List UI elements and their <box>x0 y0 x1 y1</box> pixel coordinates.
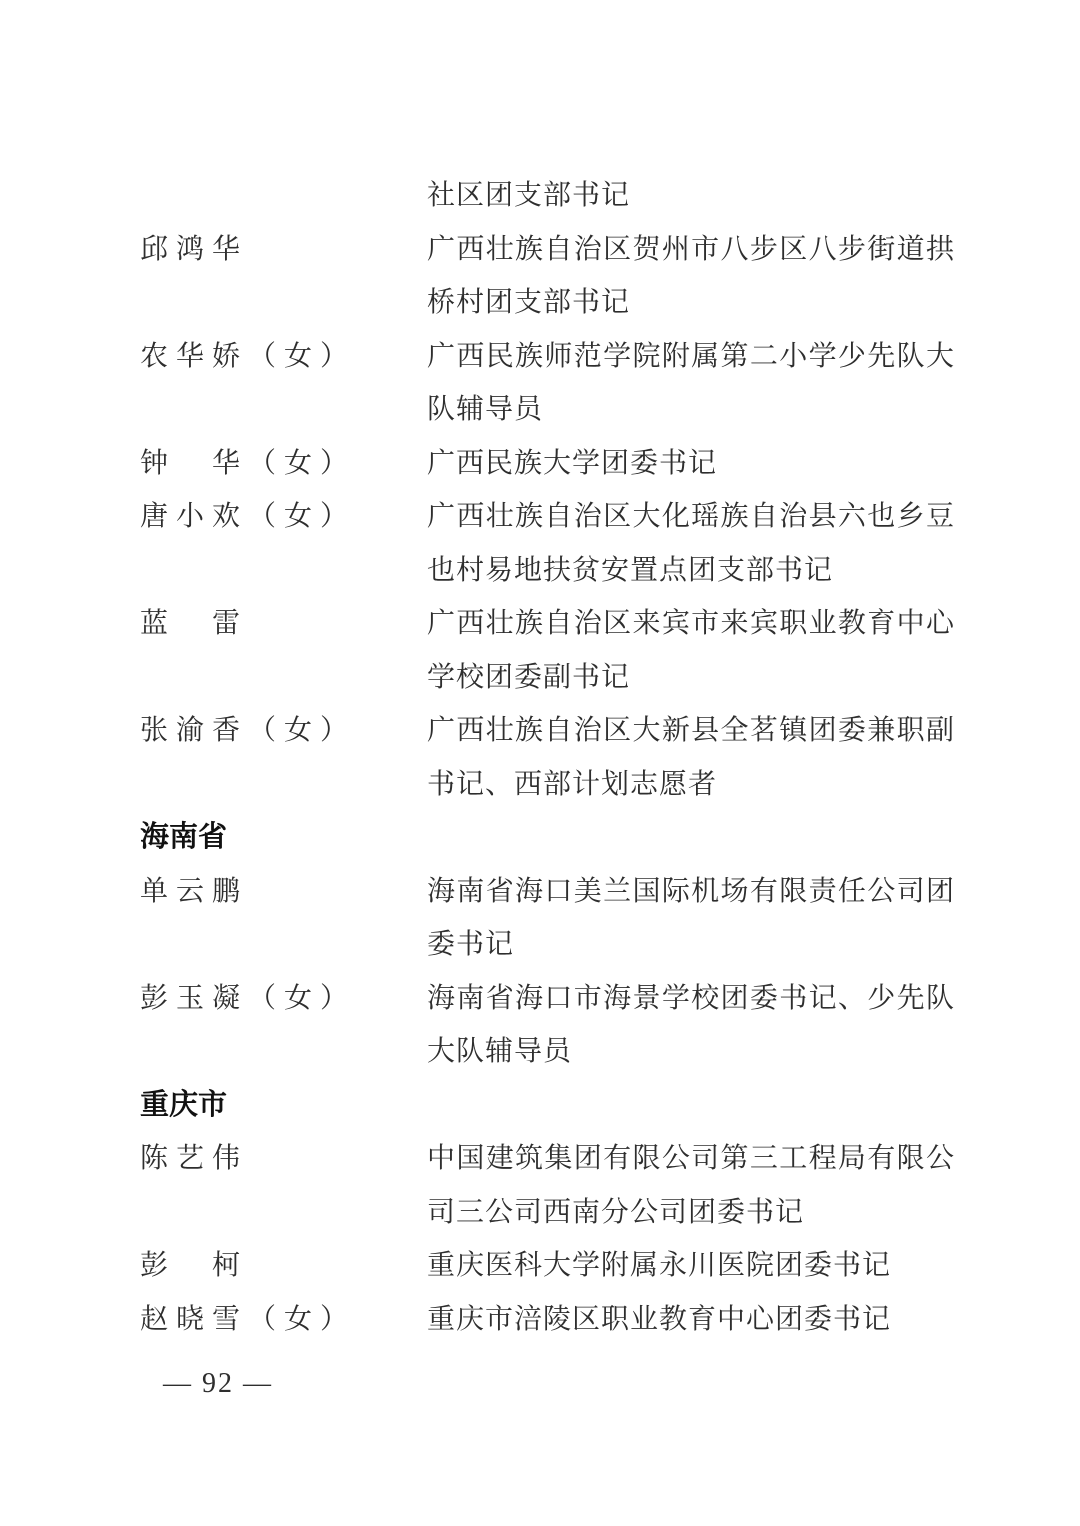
list-item <box>140 597 955 704</box>
list-item <box>140 972 955 1079</box>
section-header-chongqing <box>140 1079 955 1133</box>
entry-name: 钟 华（女） <box>140 447 357 479</box>
entry-description: 广西壮族自治区来宾市来宾职业教育中心学校团委副书记 <box>427 608 955 693</box>
list-item <box>140 1132 955 1239</box>
entry-description: 海南省海口市海景学校团委书记、少先队大队辅导员 <box>427 982 955 1067</box>
entry-description: 广西民族师范学院附属第二小学少先队大队辅导员 <box>427 340 955 425</box>
section-header-hainan <box>140 811 955 865</box>
entry-name: 单云鹏 <box>140 875 249 907</box>
entry-name: 彭 柯 <box>140 1250 249 1281</box>
entry-name: 赵晓雪（女） <box>140 1303 357 1335</box>
entry-description: 广西民族大学团委书记 <box>427 447 718 479</box>
section-header-label: 海南省 <box>140 821 228 853</box>
section-header-label: 重庆市 <box>140 1088 228 1121</box>
list-item <box>140 1293 955 1347</box>
list-item <box>140 1239 955 1293</box>
entry-name: 张渝香（女） <box>140 715 357 746</box>
entry-name: 彭玉凝（女） <box>140 982 357 1014</box>
entry-description: 中国建筑集团有限公司第三工程局有限公司三公司西南分公司团委书记 <box>427 1143 955 1228</box>
entry-description: 广西壮族自治区大化瑶族自治县六也乡豆也村易地扶贫安置点团支部书记 <box>427 501 955 586</box>
list-item <box>140 704 955 811</box>
entry-name: 蓝 雷 <box>140 608 249 639</box>
entry-name: 陈艺伟 <box>140 1143 249 1174</box>
entry-description: 重庆市涪陵区职业教育中心团委书记 <box>427 1303 892 1335</box>
list-item <box>140 865 955 972</box>
list-item <box>140 330 955 437</box>
honor-roll-list <box>140 169 955 1346</box>
entry-name: 邱鸿华 <box>140 233 249 265</box>
entry-description: 广西壮族自治区贺州市八步区八步街道拱桥村团支部书记 <box>427 233 955 318</box>
page-number: — 92 — <box>163 1368 273 1399</box>
entry-description: 社区团支部书记 <box>427 180 631 211</box>
entry-name: 农华娇（女） <box>140 340 357 372</box>
list-item <box>140 490 955 597</box>
list-item <box>140 169 955 223</box>
entry-name: 唐小欢（女） <box>140 501 357 532</box>
entry-description: 海南省海口美兰国际机场有限责任公司团委书记 <box>427 875 955 960</box>
list-item <box>140 223 955 330</box>
entry-description: 重庆医科大学附属永川医院团委书记 <box>427 1250 892 1281</box>
list-item <box>140 437 955 491</box>
entry-description: 广西壮族自治区大新县全茗镇团委兼职副书记、西部计划志愿者 <box>427 715 955 800</box>
